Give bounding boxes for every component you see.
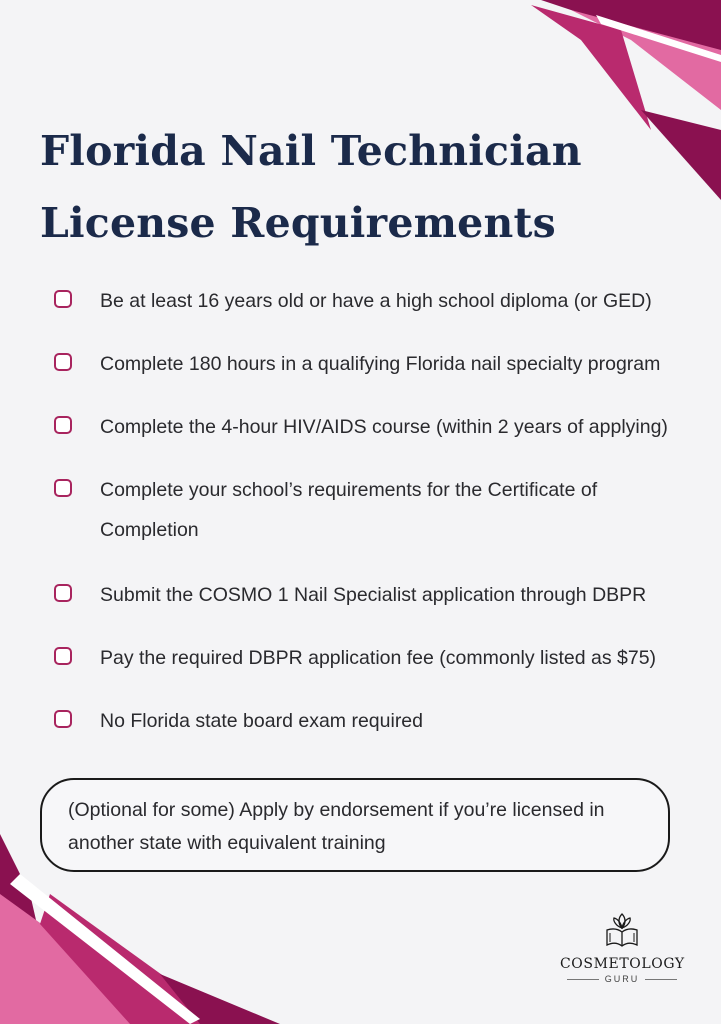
checkbox-icon[interactable]: [54, 290, 72, 308]
requirement-text: Submit the COSMO 1 Nail Specialist application through DBPR: [100, 584, 647, 606]
optional-note-box: [40, 778, 670, 872]
requirement-text: No Florida state board exam required: [100, 710, 423, 732]
requirement-item: [52, 407, 702, 447]
requirement-item: [52, 281, 702, 321]
checkbox-icon[interactable]: [54, 710, 72, 728]
requirement-text: Pay the required DBPR application fee (commonly listed as $75): [100, 647, 657, 669]
requirement-text: Be at least 16 years old or have a high school diploma (or GED): [100, 290, 652, 312]
checkbox-icon[interactable]: [54, 584, 72, 602]
requirement-text: Complete the 4-hour HIV/AIDS course (within 2 years of applying): [100, 416, 668, 438]
logo-name: COSMETOLOGY: [560, 956, 685, 972]
deco-shape-dark-2: [641, 110, 721, 200]
book-lotus-icon: [602, 910, 642, 950]
checkbox-icon[interactable]: [54, 479, 72, 497]
requirement-item: [52, 344, 702, 384]
requirement-item: [52, 701, 702, 741]
requirements-list: [52, 281, 702, 764]
requirement-text: Complete your school’s requirements for the Certificate of Completion: [100, 479, 598, 541]
checkbox-icon[interactable]: [54, 647, 72, 665]
requirement-text: Complete 180 hours in a qualifying Florida nail specialty program: [100, 353, 661, 375]
requirement-item: [52, 470, 702, 550]
title-line-2: License Requirements: [40, 199, 556, 248]
requirement-item: [52, 638, 702, 678]
title-line-1: Florida Nail Technician: [40, 127, 582, 176]
checkbox-icon[interactable]: [54, 416, 72, 434]
requirement-item: [52, 575, 702, 615]
checkbox-icon[interactable]: [54, 353, 72, 371]
page-title: [40, 115, 640, 259]
optional-note-text: (Optional for some) Apply by endorsement if you’re licensed in another state with equivalent training: [68, 799, 605, 854]
logo-subtitle: GURU: [560, 974, 684, 984]
cosmetology-guru-logo: [560, 910, 684, 984]
